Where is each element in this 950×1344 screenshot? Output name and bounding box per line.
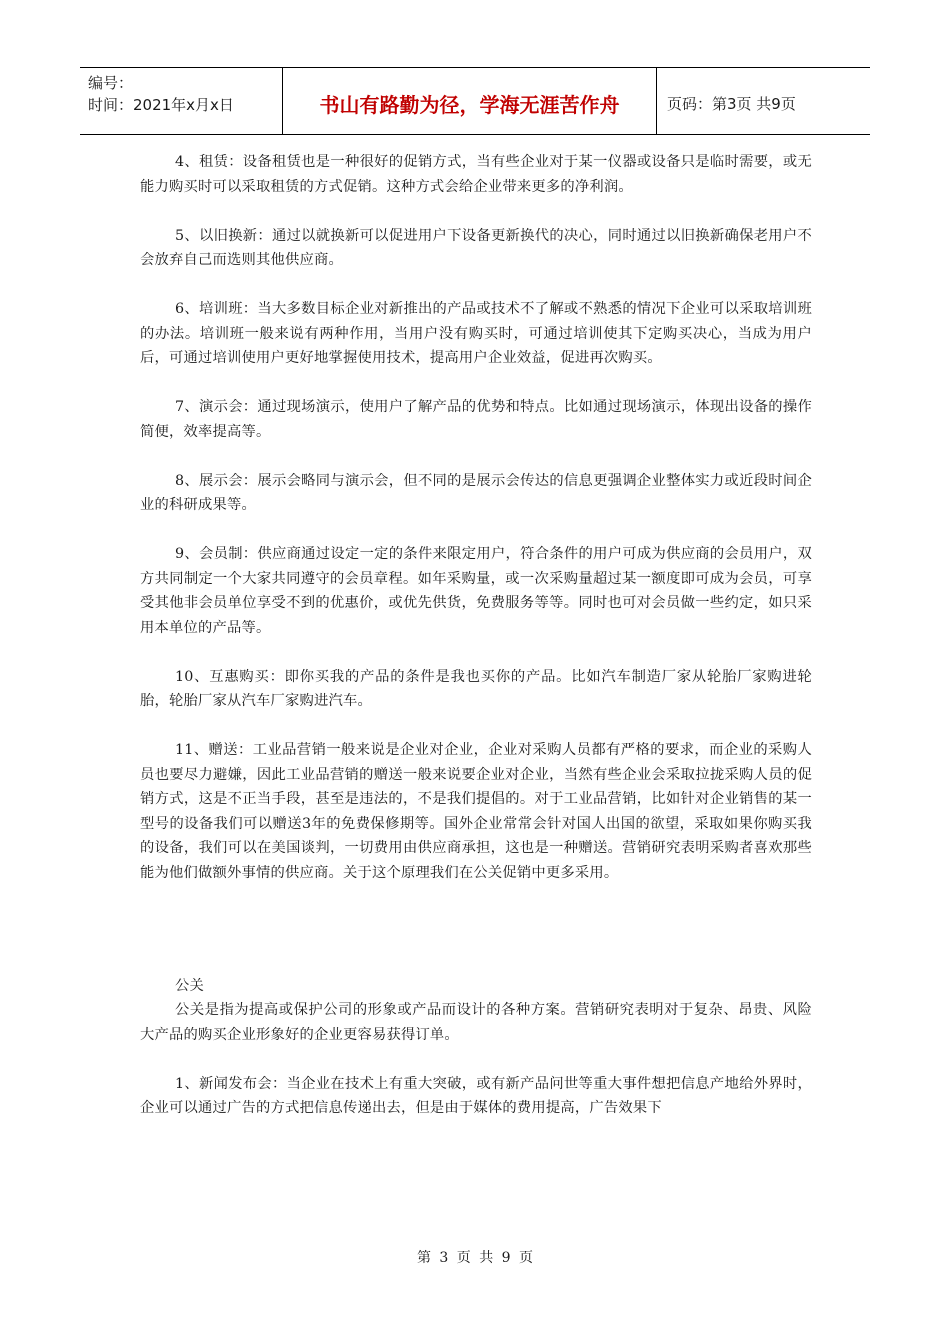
paragraph-membership: 9、会员制：供应商通过设定一定的条件来限定用户，符合条件的用户可成为供应商的会员用户，双方共同制定一个大家共同遵守的会员章程。如年采购量，或一次采购量超过某一额度即可成为会员，可享受其他非会员单位享受不到的优惠价，或优先供货，免费服务等等。同时也可对会员做一些约定，如只采用本单位的产品等。: [140, 546, 812, 636]
paragraph-gifts: 11、赠送：工业品营销一般来说是企业对企业，企业对采购人员都有严格的要求，而企业的采购人员也要尽力避嫌，因此工业品营销的赠送一般来说要企业对企业，当然有些企业会采取拉拢采购人员的促销方式，这是不正当手段，甚至是违法的，不是我们提倡的。对于工业品营销，比如针对企业销售的某一型号的设备我们可以赠送3年的免费保修期等。国外企业常常会针对国人出国的欲望，采取如果你购买我的设备，我们可以在美国谈判，一切费用由供应商承担，这也是一种赠送。营销研究表明采购者喜欢那些能为他们做额外事情的供应商。关于这个原理我们在公关促销中更多采用。: [140, 742, 812, 881]
doc-number-label: 编号：: [88, 74, 134, 92]
paragraph-pr-intro: 公关是指为提高或保护公司的形象或产品而设计的各种方案。营销研究表明对于复杂、昂贵、风险大产品的购买企业形象好的企业更容易获得订单。: [140, 1002, 812, 1043]
header-motto: 书山有路勤为径，学海无涯苦作舟: [283, 68, 657, 134]
paragraph-training: 6、培训班：当大多数目标企业对新推出的产品或技术不了解或不熟悉的情况下企业可以采取培训班的办法。培训班一般来说有两种作用，当用户没有购买时，可通过培训使其下定购买决心，当成为用户后，可通过培训使用户更好地掌握使用技术，提高用户企业效益，促进再次购买。: [140, 301, 812, 366]
document-body: [140, 150, 812, 1121]
paragraph-leasing: 4、租赁：设备租赁也是一种很好的促销方式，当有些企业对于某一仪器或设备只是临时需要，或无能力购买时可以采取租赁的方式促销。这种方式会给企业带来更多的净利润。: [140, 154, 812, 195]
page-header: [80, 67, 870, 135]
doc-time-label: 时间：2021年x月x日: [88, 96, 234, 114]
page-footer: 第 3 页 共 9 页: [416, 1250, 534, 1266]
section-title-pr: 公关: [175, 977, 204, 994]
paragraph-press-conference: 1、新闻发布会：当企业在技术上有重大突破，或有新产品问世等重大事件想把信息产地给外界时，企业可以通过广告的方式把信息传递出去，但是由于媒体的费用提高，广告效果下: [140, 1075, 812, 1116]
paragraph-exhibition: 8、展示会：展示会略同与演示会，但不同的是展示会传达的信息更强调企业整体实力或近段时间企业的科研成果等。: [140, 472, 812, 513]
header-page-info: 页码：第3页 共9页: [667, 94, 796, 113]
paragraph-trade-in: 5、以旧换新：通过以就换新可以促进用户下设备更新换代的决心，同时通过以旧换新确保老用户不会放弃自己而选则其他供应商。: [140, 227, 812, 268]
header-meta: [80, 68, 283, 134]
paragraph-demo: 7、演示会：通过现场演示，使用户了解产品的优势和特点。比如通过现场演示，体现出设备的操作简便，效率提高等。: [140, 399, 812, 440]
paragraph-reciprocal: 10、互惠购买：即你买我的产品的条件是我也买你的产品。比如汽车制造厂家从轮胎厂家购进轮胎，轮胎厂家从汽车厂家购进汽车。: [140, 668, 812, 709]
